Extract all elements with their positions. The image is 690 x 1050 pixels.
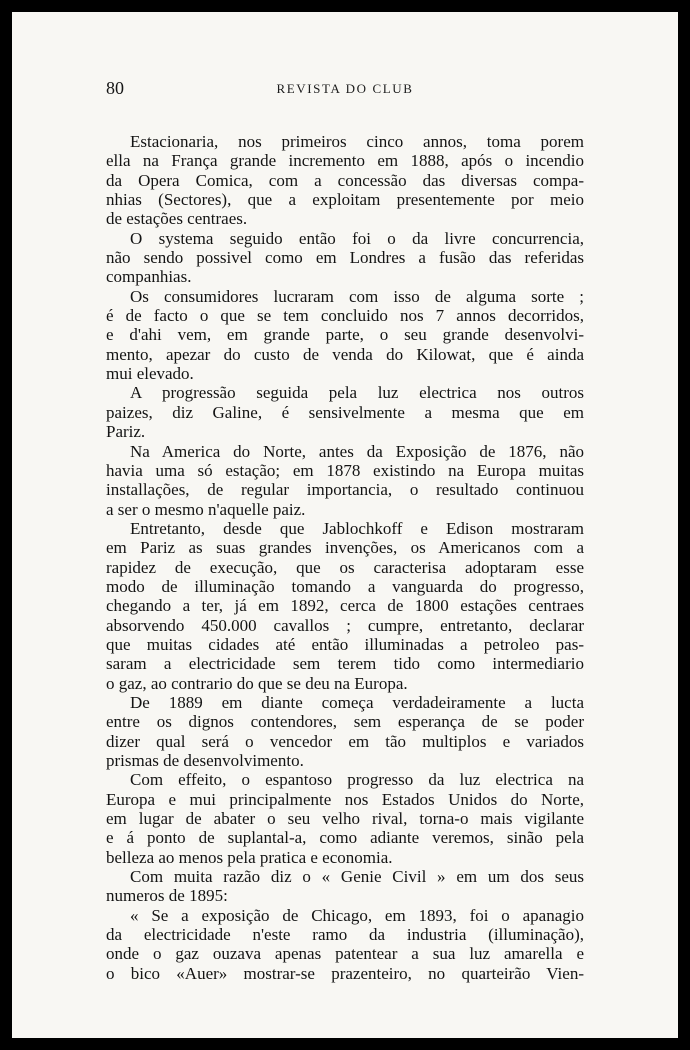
text-line: não sendo possivel como em Londres a fusão das referidas	[106, 248, 584, 268]
text-line: companhias.	[106, 267, 192, 287]
text-line: mento, apezar do custo de venda do Kilowat, que é ainda	[106, 344, 584, 364]
text-line: o gaz, ao contrario do que se deu na Europa.	[106, 673, 408, 693]
body-text	[106, 132, 584, 983]
text-line: dizer qual será o vencedor em tão multiplos e variados	[106, 731, 584, 751]
text-line: saram a electricidade sem terem tido como intermediario	[106, 654, 584, 674]
text-line: Na America do Norte, antes da Exposição de 1876, não	[130, 441, 584, 461]
text-line: em Pariz as suas grandes invenções, os Americanos com a	[106, 538, 584, 558]
text-line: em lugar de abater o seu velho rival, torna-o mais vigilante	[106, 809, 584, 829]
text-line: de estações centraes.	[106, 209, 248, 229]
text-line: Estacionaria, nos primeiros cinco annos, toma porem	[130, 132, 584, 151]
text-line: entre os dignos contendores, sem esperança de se poder	[106, 712, 584, 732]
text-line: paizes, diz Galine, é sensivelmente a mesma que em	[106, 402, 584, 422]
text-line: installações, de regular importancia, o resultado continuou	[106, 480, 584, 500]
text-line: Os consumidores lucraram com isso de alguma sorte ;	[130, 286, 584, 306]
text-line: « Se a exposição de Chicago, em 1893, foi o apanagio	[130, 905, 584, 925]
text-line: o bico «Auer» mostrar-se prazenteiro, no quarteirão Vien-	[106, 963, 584, 983]
text-line: O systema seguido então foi o da livre concurrencia,	[130, 228, 584, 248]
text-line: rapidez de execução, que os caracterisa adoptaram esse	[106, 557, 584, 577]
text-line: havia uma só estação; em 1878 existindo na Europa muitas	[106, 460, 584, 480]
text-line: A progressão seguida pela luz electrica nos outros	[130, 383, 584, 403]
text-line: da Opera Comica, com a concessão das diversas compa-	[106, 170, 584, 190]
text-line: e d'ahi vem, em grande parte, o seu grande desenvolvi-	[106, 325, 584, 345]
text-line: Pariz.	[106, 422, 146, 442]
text-line: ella na França grande incremento em 1888, após o incendio	[106, 151, 584, 171]
text-line: modo de illuminação tomando a vanguarda do progresso,	[106, 576, 584, 596]
text-line: Entretanto, desde que Jablochkoff e Edison mostraram	[130, 518, 584, 538]
text-line: e á ponto de suplantal-a, como adiante veremos, sinão pela	[106, 828, 584, 848]
text-line: onde o gaz ouzava apenas patentear a sua luz amarella e	[106, 944, 584, 964]
text-line: Com muita razão diz o « Genie Civil » em um dos seus	[130, 867, 584, 887]
page-header	[106, 78, 584, 102]
text-line: que muitas cidades até então illuminadas a petroleo pas-	[106, 634, 584, 654]
text-line: da electricidade n'este ramo da industria (illuminação),	[106, 925, 584, 945]
text-line: a ser o mesmo n'aquelle paiz.	[106, 499, 306, 519]
book-page	[12, 12, 678, 1038]
text-line: belleza ao menos pela pratica e economia.	[106, 847, 393, 867]
text-line: chegando a ter, já em 1892, cerca de 1800 estações centraes	[106, 596, 584, 616]
text-line: absorvendo 450.000 cavallos ; cumpre, entretanto, declarar	[106, 615, 584, 635]
text-line: nhias (Sectores), que a exploitam presentemente por meio	[106, 190, 584, 210]
text-line: é de facto o que se tem concluido nos 7 annos decorridos,	[106, 306, 584, 326]
text-line: Europa e mui principalmente nos Estados Unidos do Norte,	[106, 789, 584, 809]
text-line: mui elevado.	[106, 364, 194, 384]
running-title: REVISTA DO CLUB	[276, 81, 414, 96]
page-number: 80	[106, 78, 124, 98]
text-line: numeros de 1895:	[106, 886, 228, 906]
text-line: Com effeito, o espantoso progresso da luz electrica na	[130, 770, 584, 790]
text-line: De 1889 em diante começa verdadeiramente a lucta	[130, 692, 584, 712]
text-line: prismas de desenvolvimento.	[106, 751, 304, 770]
